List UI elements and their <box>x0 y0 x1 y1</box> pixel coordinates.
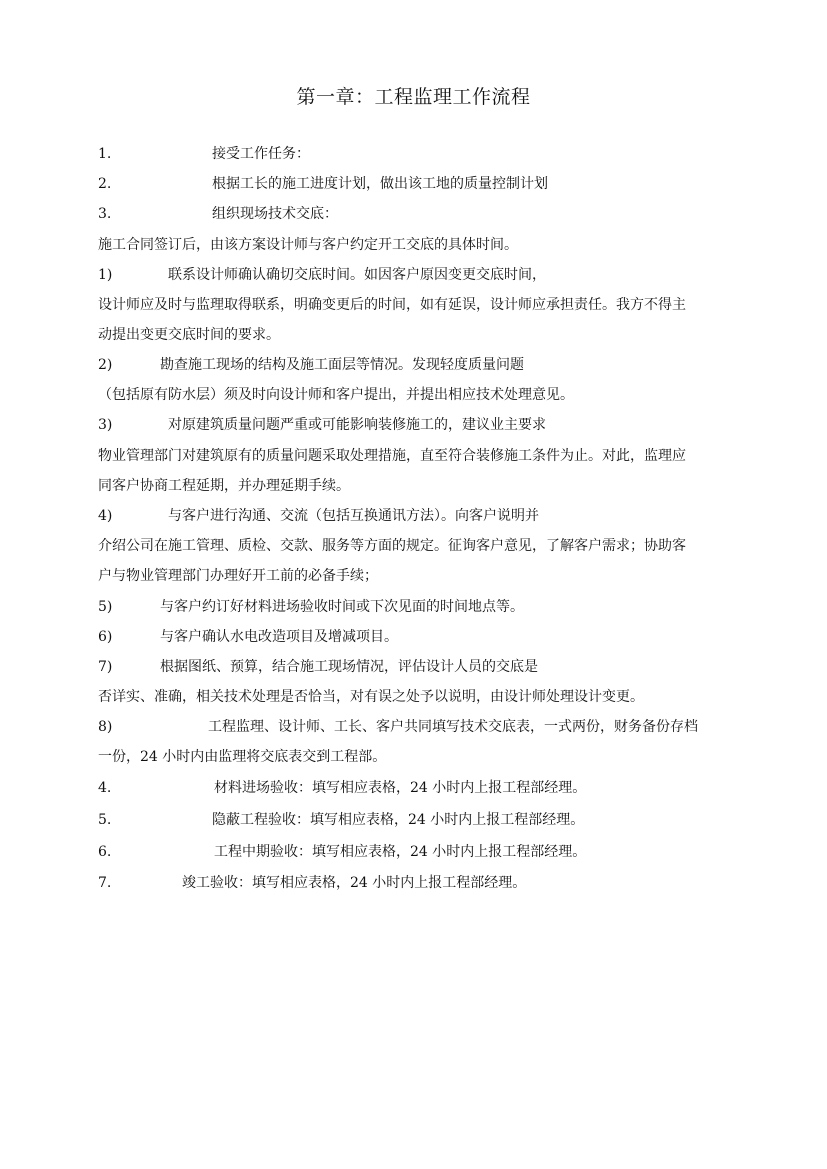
item-text: 与客户确认水电改造项目及增减项目。 <box>160 629 398 645</box>
item-text: 与客户进行沟通、交流（包括互换通讯方法）。向客户说明并 <box>168 508 539 524</box>
paragraph-text: 同客户协商工程延期，并办理延期手续。 <box>98 478 350 494</box>
item-number: 8) <box>98 719 113 735</box>
paragraph-text: 物业管理部门对建筑原有的质量问题采取处理措施，直至符合装修施工条件为止。对此，监理应 <box>98 448 686 464</box>
paragraph-text: 设计师应及时与监理取得联系，明确变更后的时间，如有延误，设计师应承担责任。我方不得主 <box>98 297 686 313</box>
item-number: 5) <box>98 599 113 615</box>
item-number: 1) <box>98 267 113 283</box>
item-text: 竣工验收：填写相应表格，24 小时内上报工程部经理。 <box>182 875 527 891</box>
paragraph-text: 动提出变更交底时间的要求。 <box>98 327 280 343</box>
item-text: 组织现场技术交底： <box>212 206 338 222</box>
item-number: 6. <box>98 844 112 860</box>
paragraph-text: 户与物业管理部门办理好开工前的必备手续； <box>98 568 378 584</box>
item-number: 4. <box>98 780 112 796</box>
item-text: 根据图纸、预算，结合施工现场情况，评估设计人员的交底是 <box>160 659 538 675</box>
paragraph-text: 介绍公司在施工管理、质检、交款、服务等方面的规定。征询客户意见，了解客户需求；协助客 <box>98 538 686 554</box>
item-number: 6) <box>98 629 113 645</box>
item-text: 对原建筑质量问题严重或可能影响装修施工的，建议业主要求 <box>168 417 546 433</box>
item-number: 2. <box>98 176 112 192</box>
paragraph-text: （包括原有防水层）须及时向设计师和客户提出，并提出相应技术处理意见。 <box>98 387 574 403</box>
item-text: 勘查施工现场的结构及施工面层等情况。发现轻度质量问题 <box>160 357 524 373</box>
item-number: 3. <box>98 206 112 222</box>
item-text: 接受工作任务： <box>212 146 310 162</box>
paragraph-text: 否详实、准确，相关技术处理是否恰当，对有误之处予以说明，由设计师处理设计变更。 <box>98 689 644 705</box>
paragraph-text: 一份，24 小时内由监理将交底表交到工程部。 <box>98 749 387 765</box>
item-number: 7. <box>98 875 112 891</box>
item-text: 根据工长的施工进度计划，做出该工地的质量控制计划 <box>212 176 548 192</box>
item-text: 与客户约订好材料进场验收时间或下次见面的时间地点等。 <box>160 599 524 615</box>
chapter-title: 第一章：工程监理工作流程 <box>296 86 531 108</box>
item-number: 7) <box>98 659 113 675</box>
paragraph-text: 施工合同签订后，由该方案设计师与客户约定开工交底的具体时间。 <box>98 237 518 253</box>
item-text: 工程监理、设计师、工长、客户共同填写技术交底表，一式两份，财务备份存档 <box>208 719 698 735</box>
item-number: 5. <box>98 812 112 828</box>
item-number: 1. <box>98 146 112 162</box>
item-text: 材料进场验收：填写相应表格，24 小时内上报工程部经理。 <box>214 780 587 796</box>
item-text: 工程中期验收：填写相应表格，24 小时内上报工程部经理。 <box>214 844 587 860</box>
item-number: 2) <box>98 357 113 373</box>
item-text: 隐蔽工程验收：填写相应表格，24 小时内上报工程部经理。 <box>212 812 585 828</box>
item-text: 联系设计师确认确切交底时间。如因客户原因变更交底时间， <box>168 267 546 283</box>
item-number: 4) <box>98 508 113 524</box>
item-number: 3) <box>98 417 113 433</box>
